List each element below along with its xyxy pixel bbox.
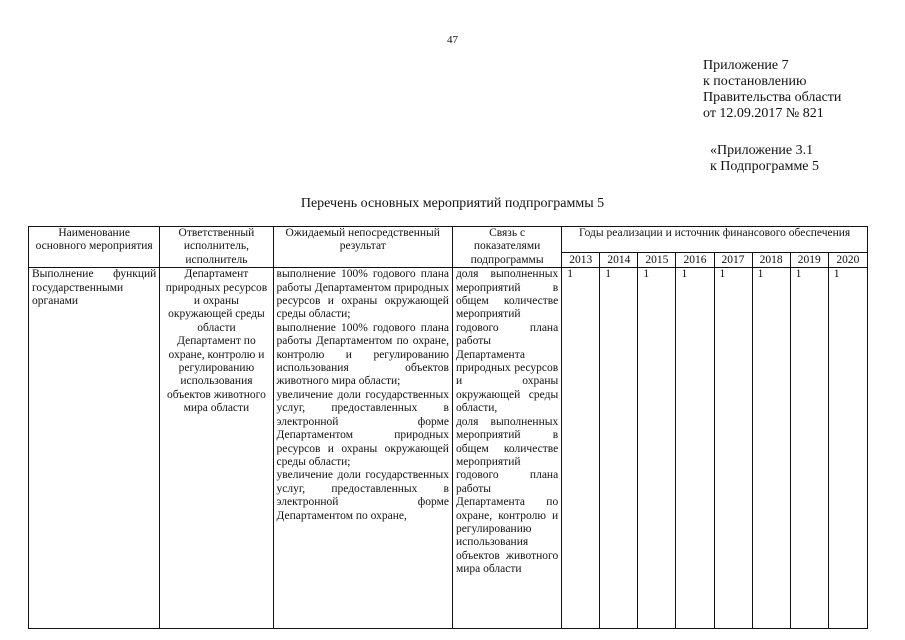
year-value-cell: 1 <box>676 268 714 629</box>
appendix-header <box>703 58 841 122</box>
executor-cell <box>160 268 273 629</box>
header-year: 2017 <box>714 253 752 268</box>
year-value-cell: 1 <box>714 268 752 629</box>
result-text: увеличение доли государственных услуг, предоставленных в электронной форме Департаментом природных ресурсов и охраны окружающей среды области; <box>276 388 449 468</box>
indicators-cell <box>452 268 561 629</box>
measure-cell: Выполнение функций государственными органами <box>29 268 160 629</box>
appendix-line: Правительства области <box>703 90 842 105</box>
appendix-line: от 12.09.2017 № 821 <box>703 106 824 121</box>
appendix-reference <box>710 143 819 175</box>
header-year: 2020 <box>828 253 867 268</box>
indicator-text: доля выполненных мероприятий в общем количестве мероприятий годового плана работы Департамента природных ресурсов и охраны окружающей среды области, <box>455 268 559 415</box>
result-text: выполнение 100% годового плана работы Департаментом природных ресурсов и охраны окружающей среды области; <box>276 268 449 321</box>
year-value-cell: 1 <box>790 268 828 629</box>
header-result: Ожидаемый непосредственный результат <box>273 227 452 268</box>
appendix-reference-line: к Подпрограмме 5 <box>710 159 820 174</box>
header-measure: Наименование основного мероприятия <box>29 227 160 268</box>
header-year: 2016 <box>676 253 714 268</box>
executor-text: Департамент природных ресурсов и охраны окружающей среды области <box>165 268 268 334</box>
measures-table <box>28 226 868 629</box>
indicator-text: доля выполненных мероприятий в общем количестве мероприятий годового плана работы Департамента по охране, контролю и регулированию использования объектов животного мира области <box>455 415 559 576</box>
header-years-group: Годы реализации и источник финансового обеспечения <box>562 227 868 253</box>
header-year: 2014 <box>600 253 638 268</box>
appendix-line: к постановлению <box>703 74 807 89</box>
result-text: выполнение 100% годового плана работы Департаментом по охране, контролю и регулированию использования объектов животного мира области; <box>276 321 449 388</box>
header-year: 2013 <box>562 253 600 268</box>
year-value-cell: 1 <box>600 268 638 629</box>
header-year: 2019 <box>790 253 828 268</box>
document-title: Перечень основных мероприятий подпрограммы 5 <box>300 196 605 211</box>
appendix-reference-line: «Приложение 3.1 <box>710 143 814 158</box>
appendix-line: Приложение 7 <box>703 58 789 73</box>
table-row <box>29 268 868 629</box>
page-number: 47 <box>447 34 458 46</box>
result-cell <box>273 268 452 629</box>
year-value-cell: 1 <box>562 268 600 629</box>
year-value-cell: 1 <box>752 268 790 629</box>
year-value-cell: 1 <box>828 268 867 629</box>
header-year: 2018 <box>752 253 790 268</box>
executor-text: Департамент по охране, контролю и регулированию использования объектов животного мира области <box>166 335 266 415</box>
result-text: увеличение доли государственных услуг, предоставленных в электронной форме Департаментом по охране, <box>276 469 449 522</box>
header-indicators: Связь с показателями подпрограммы <box>452 227 561 268</box>
year-value-cell: 1 <box>638 268 676 629</box>
header-year: 2015 <box>638 253 676 268</box>
header-executor: Ответственный исполнитель, исполнитель <box>160 227 273 268</box>
